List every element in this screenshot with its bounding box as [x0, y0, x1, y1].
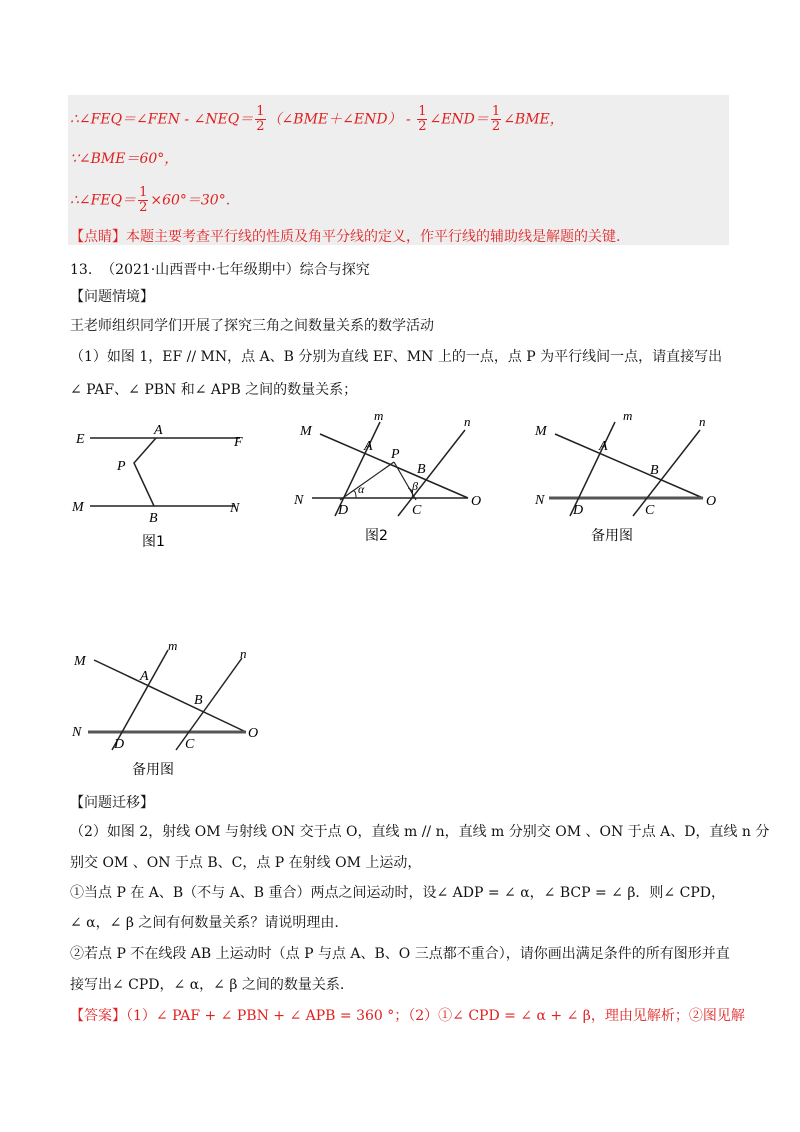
- label-P: P: [391, 447, 400, 462]
- label-D: D: [114, 737, 125, 752]
- label-C: C: [185, 737, 195, 752]
- label-n: n: [464, 414, 471, 429]
- label-O: O: [706, 494, 717, 509]
- label-B: B: [650, 463, 659, 478]
- question-2-line-3: ①当点 P 在 A、B（不与 A、B 重合）两点之间运动时，设∠ ADP = ∠ α，∠ BCP = ∠ β．则∠ CPD，: [70, 885, 725, 901]
- solution-text: （∠BME＋∠END） -: [267, 111, 416, 128]
- label-B: B: [194, 693, 203, 708]
- point-tag: 【点睛】: [70, 229, 126, 245]
- question-2-line-5: ②若点 P 不在线段 AB 上运动时（点 P 与点 A、B、O 三点都不重合），请你画出满足条件的所有图形并直: [70, 946, 730, 962]
- label-D: D: [573, 503, 584, 518]
- label-C: C: [412, 503, 422, 518]
- label-B: B: [149, 511, 158, 526]
- label-M: M: [535, 424, 547, 439]
- figure-3-caption: 备用图: [591, 528, 633, 544]
- label-M: M: [300, 424, 312, 439]
- fraction: $\frac{1}{2}$: [256, 104, 265, 134]
- label-alpha: α: [358, 482, 365, 496]
- question-2-line-2: 别交 OM 、ON 于点 B、C，点 P 在射线 OM 上运动，: [70, 855, 422, 871]
- figure-1: [70, 418, 260, 553]
- solution-text: ∠END＝: [429, 111, 489, 128]
- label-m: m: [374, 408, 384, 423]
- fraction: $\frac{1}{2}$: [139, 185, 148, 215]
- point-note: [70, 227, 620, 247]
- label-A: A: [154, 423, 163, 438]
- figure-1-caption: 图1: [142, 534, 165, 550]
- solution-text: ∴∠FEQ＝∠FEN - ∠NEQ＝: [70, 111, 254, 128]
- label-N: N: [72, 725, 82, 740]
- solution-line-2: ∵∠BME＝60°，: [70, 151, 179, 167]
- answer-tag: 【答案】: [70, 1008, 126, 1024]
- label-O: O: [471, 494, 482, 509]
- label-N: N: [294, 493, 304, 508]
- label-N: N: [535, 493, 545, 508]
- label-m: m: [623, 408, 633, 423]
- answer-text: （1）∠ PAF + ∠ PBN + ∠ APB = 360 °；（2）①∠ CPD = ∠ α + ∠ β，理由见解析；②图见解: [126, 1008, 745, 1024]
- figure-2-caption: 图2: [365, 528, 388, 544]
- answer-line: [70, 1006, 745, 1026]
- section-heading-transfer: 【问题迁移】: [70, 795, 154, 811]
- point-text: 本题主要考查平行线的性质及角平分线的定义，作平行线的辅助线是解题的关键.: [126, 229, 621, 245]
- label-beta: β: [412, 479, 418, 493]
- problem-header: 13. （2021·山西晋中·七年级期中）综合与探究: [70, 262, 370, 278]
- fraction: $\frac{1}{2}$: [418, 104, 427, 134]
- solution-text: ×60°＝30°.: [150, 192, 231, 209]
- section-heading-context: 【问题情境】: [70, 289, 154, 305]
- label-C: C: [645, 503, 655, 518]
- question-2-line-1: （2）如图 2，射线 OM 与射线 ON 交于点 O，直线 m // n，直线 m 分别交 OM 、ON 于点 A、D，直线 n 分: [70, 824, 770, 840]
- label-M: M: [72, 500, 84, 515]
- label-A: A: [599, 439, 608, 454]
- question-1-line-1: （1）如图 1，EF // MN，点 A、B 分别为直线 EF、MN 上的一点，点 P 为平行线间一点，请直接写出: [70, 349, 723, 365]
- label-A: A: [140, 669, 149, 684]
- label-N: N: [230, 501, 240, 516]
- solution-text: ∠BME，: [503, 111, 564, 128]
- label-D: D: [338, 503, 349, 518]
- label-E: E: [76, 432, 85, 447]
- question-2-line-6: 接写出∠ CPD，∠ α，∠ β 之间的数量关系.: [70, 977, 345, 993]
- label-O: O: [248, 726, 259, 741]
- label-A: A: [364, 439, 373, 454]
- solution-text: ∴∠FEQ＝: [70, 192, 137, 209]
- label-m: m: [168, 640, 178, 653]
- problem-intro: 王老师组织同学们开展了探究三角之间数量关系的数学活动: [70, 318, 434, 334]
- label-F: F: [234, 435, 243, 450]
- question-1-line-2: ∠ PAF、∠ PBN 和∠ APB 之间的数量关系；: [70, 382, 358, 398]
- label-n: n: [699, 414, 706, 429]
- solution-line-1: [70, 105, 564, 134]
- figure-4-spare: [70, 640, 280, 785]
- label-B: B: [417, 462, 426, 477]
- question-2-line-4: ∠ α，∠ β 之间有何数量关系？请说明理由.: [70, 915, 339, 931]
- label-P: P: [117, 459, 126, 474]
- figure-4-caption: 备用图: [132, 762, 174, 778]
- figure-3-spare: [525, 408, 735, 553]
- solution-line-3: [70, 186, 230, 215]
- label-M: M: [74, 654, 86, 669]
- figure-2: [290, 408, 500, 553]
- fraction: $\frac{1}{2}$: [491, 104, 501, 134]
- label-n: n: [240, 646, 247, 661]
